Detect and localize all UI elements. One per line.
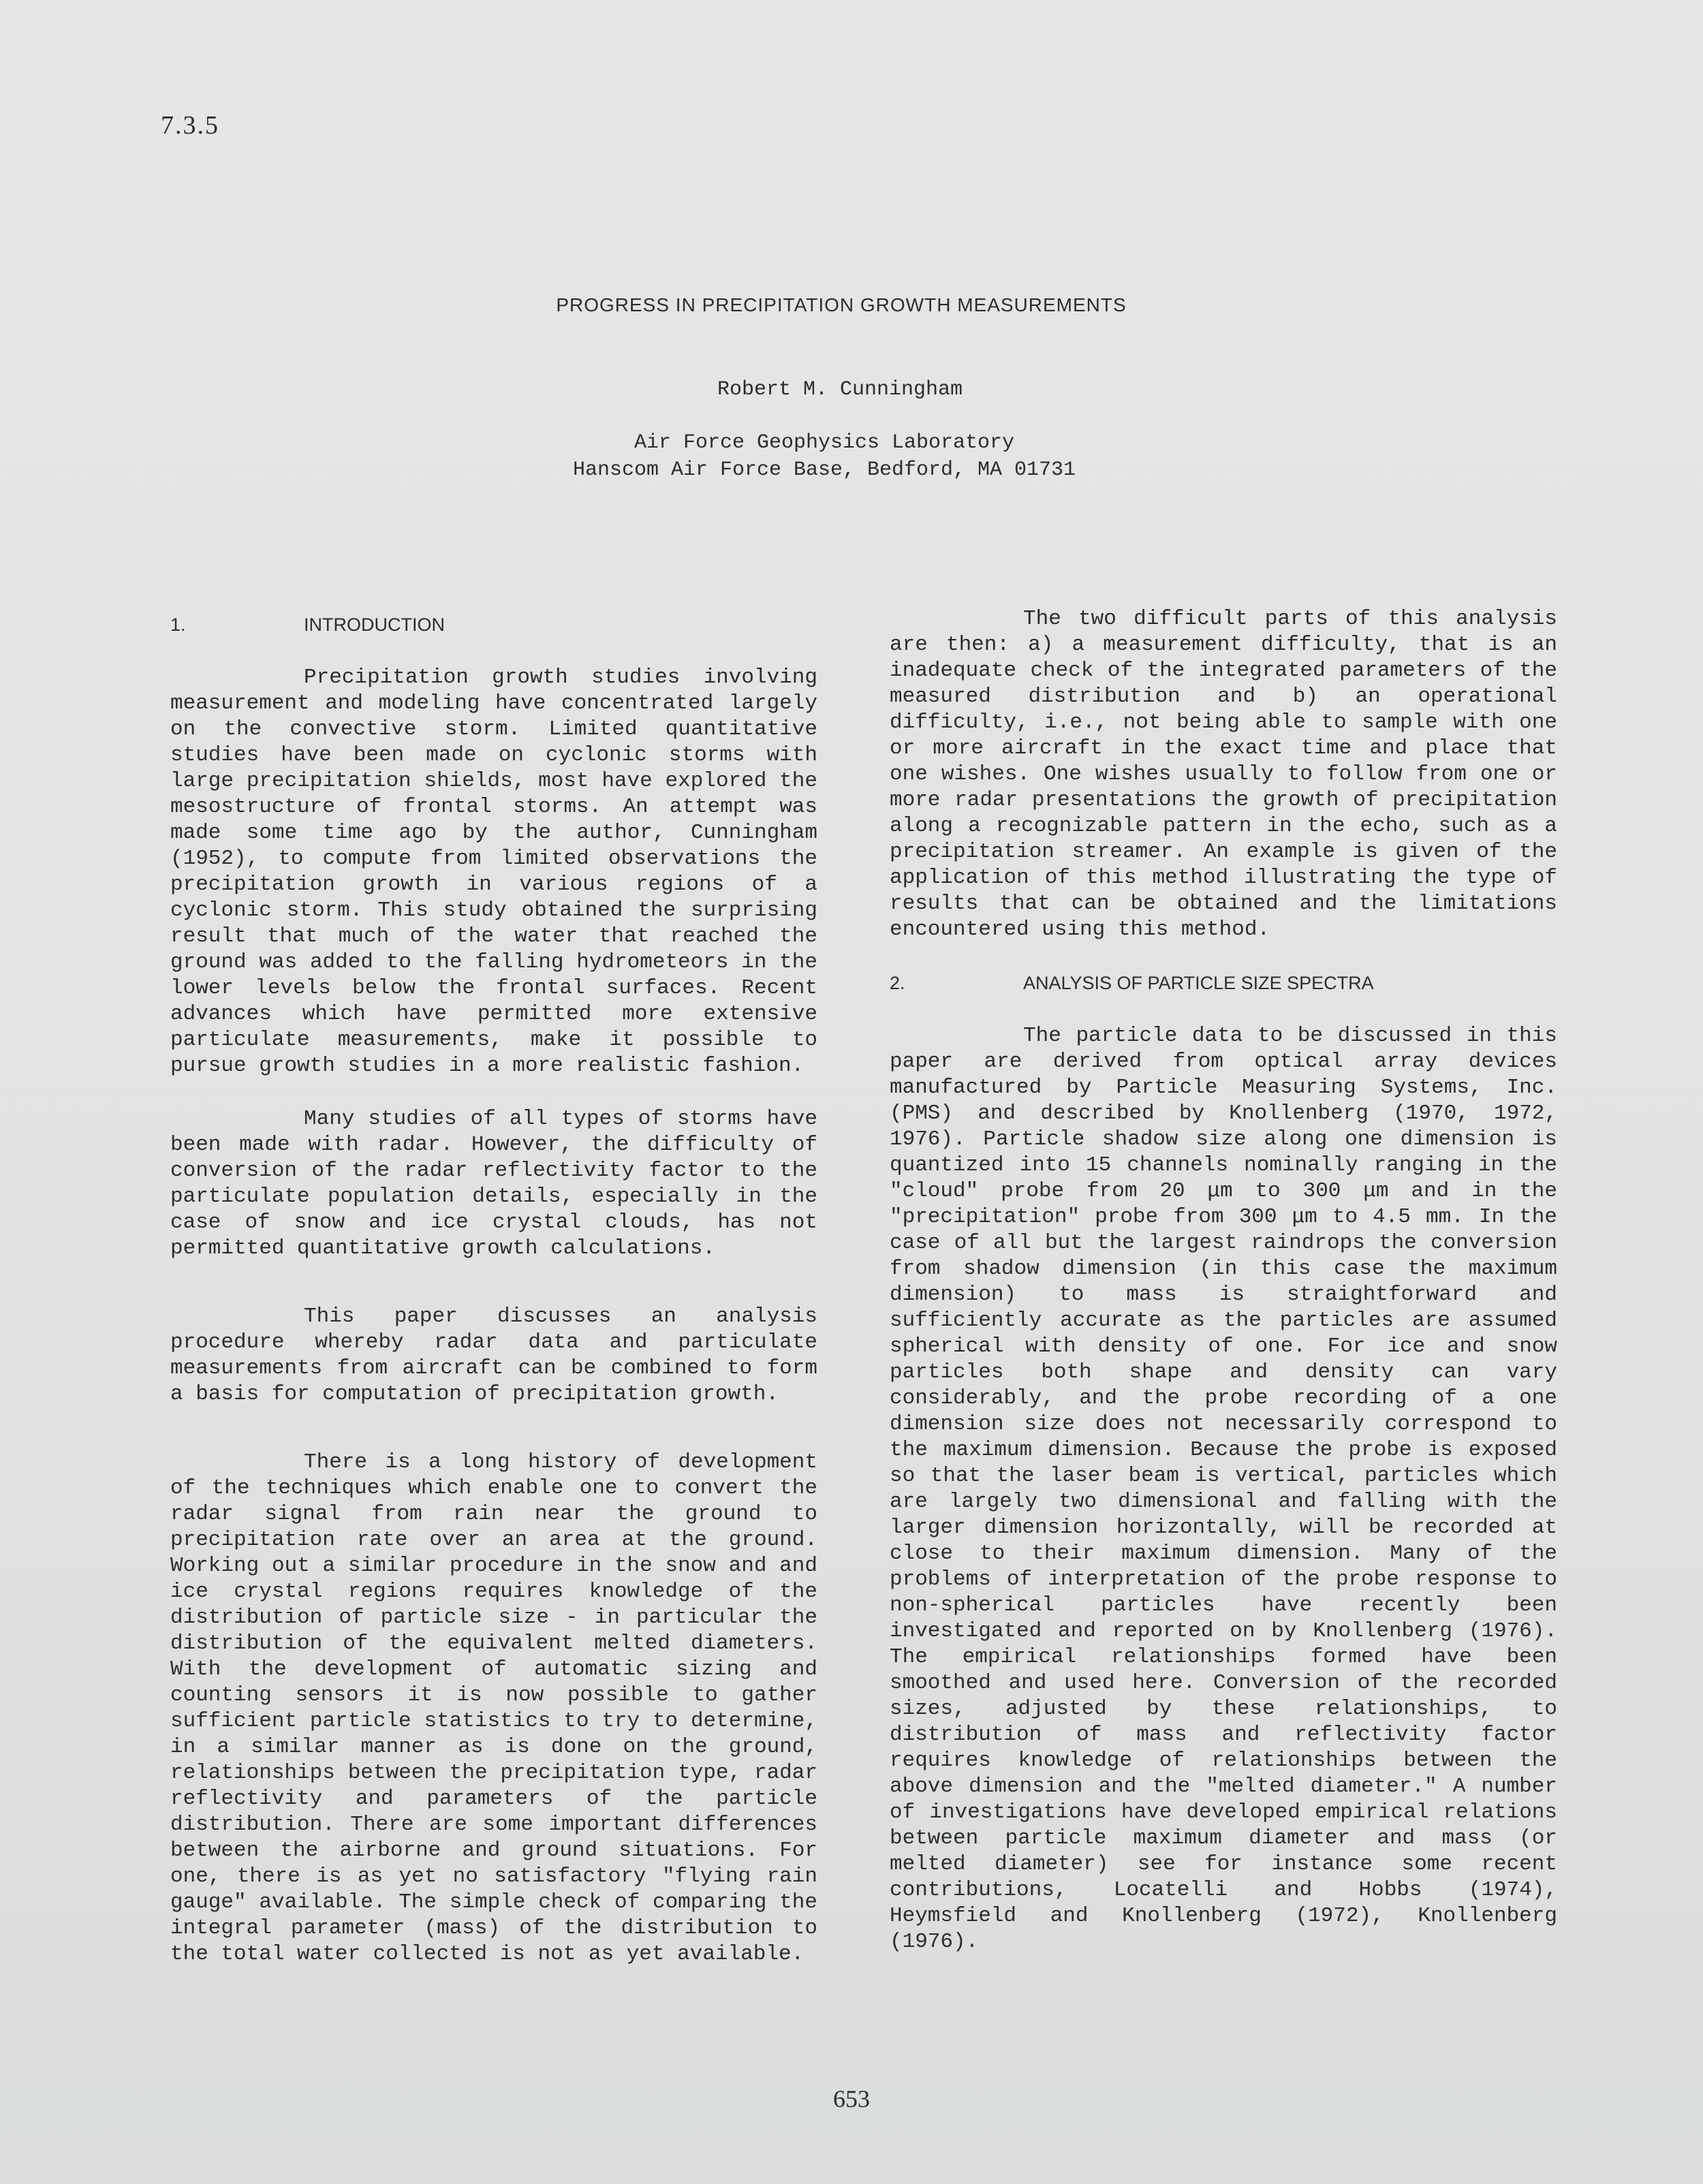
section-heading-number: 2. [890,973,905,993]
section-number: 7.3.5 [161,111,219,140]
body-paragraph: The particle data to be discussed in this paper are derived from optical array devices manufactured by Particle Measuring Systems, Inc. (PMS) and described by Knollenberg (1970, 1972, 1976). Particle shadow size along one dimension is quantized into 15 channels nominally ranging in the "cloud" probe from 20 μm to 300 μm and in the "precipitation" probe from 300 μm to 4.5 mm. In the case of all but the largest raindrops the conversion from shadow dimension (in this case the maximum dimension) to mass is straightforward and sufficiently accurate as the particles are assumed spherical with density of one. For ice and snow particles both shape and density can vary considerably, and the probe recording of a one dimension size does not necessarily correspond to the maximum dimension. Because the probe is exposed so that the laser beam is vertical, particles which are largely two dimensional and falling with the larger dimension horizontally, will be recorded at close to their maximum dimension. Many of the problems of interpretation of the probe response to non-spherical particles have recently been investigated and reported on by Knollenberg (1976). The empirical relationships formed have been smoothed and used here. Conversion of the recorded sizes, adjusted by these relationships, to distribution of mass and reflectivity factor requires knowledge of relationships between the above dimension and the "melted diameter." A number of investigations have developed empirical relations between particle maximum diameter and mass (or melted diameter) see for instance some recent contributions, Locatelli and Hobbs (1974), Heymsfield and Knollenberg (1972), Knollenberg (1976). [890,1024,1557,1954]
body-paragraph: There is a long history of development of the techniques which enable one to convert the radar signal from rain near the ground to precipitation rate over an area at the ground. Working out a similar procedure in the snow and and ice crystal regions requires knowledge of the distribution of particle size - in particular the distribution of the equivalent melted diameters. With the development of automatic sizing and counting sensors it is now possible to gather sufficient particle statistics to try to determine, in a similar manner as is done on the ground, relationships between the precipitation type, radar reflectivity and parameters of the particle distribution. There are some important differences between the airborne and ground situations. For one, there is as yet no satisfactory "flying rain gauge" available. The simple check of comparing the integral parameter (mass) of the distribution to the total water collected is not as yet available. [170,1450,817,1966]
left-column [170,612,817,1967]
body-paragraph: Precipitation growth studies involving measurement and modeling have concentrated largely on the convective storm. Limited quantitative studies have been made on cyclonic storms with large precipitation shields, most have explored the mesostructure of frontal storms. An attempt was made some time ago by the author, Cunningham (1952), to compute from limited observations the precipitation growth in various regions of a cyclonic storm. This study obtained the surprising result that much of the water that reached the ground was added to the falling hydrometeors in the lower levels below the frontal surfaces. Recent advances which have permitted more extensive particulate measurements, make it possible to pursue growth studies in a more realistic fashion. [170,666,817,1078]
section-heading-text: ANALYSIS OF PARTICLE SIZE SPECTRA [1023,973,1374,993]
body-paragraph: Many studies of all types of storms have been made with radar. However, the difficulty of conversion of the radar reflectivity factor to the particulate population details, especially in the case of snow and ice crystal clouds, has not permitted quantitative growth calculations. [170,1107,817,1260]
section-heading-analysis [890,970,1557,996]
right-column [890,606,1557,1955]
section-heading-text: INTRODUCTION [304,614,445,635]
paper-title: PROGRESS IN PRECIPITATION GROWTH MEASUREMENTS [556,294,1127,315]
author-name: Robert M. Cunningham [717,378,963,401]
affiliation-line-2: Hanscom Air Force Base, Bedford, MA 01731 [572,458,1076,482]
affiliation-line-1: Air Force Geophysics Laboratory [634,431,1015,454]
section-heading-number: 1. [170,614,186,635]
body-paragraph: This paper discusses an analysis procedure whereby radar data and particulate measurements from aircraft can be combined to form a basis for computation of precipitation growth. [170,1305,817,1406]
affiliation [0,429,1649,484]
page-number: 653 [833,2085,870,2112]
section-heading-introduction [170,612,817,638]
body-paragraph: The two difficult parts of this analysis are then: a) a measurement difficulty, that is an inadequate check of the integrated parameters of the measured distribution and b) an operational difficulty, i.e., not being able to sample with one or more aircraft in the exact time and place that one wishes. One wishes usually to follow from one or more radar presentations the growth of precipitation along a recognizable pattern in the echo, such as a precipitation streamer. An example is given of the application of this method illustrating the type of results that can be obtained and the limitations encountered using this method. [890,607,1557,941]
